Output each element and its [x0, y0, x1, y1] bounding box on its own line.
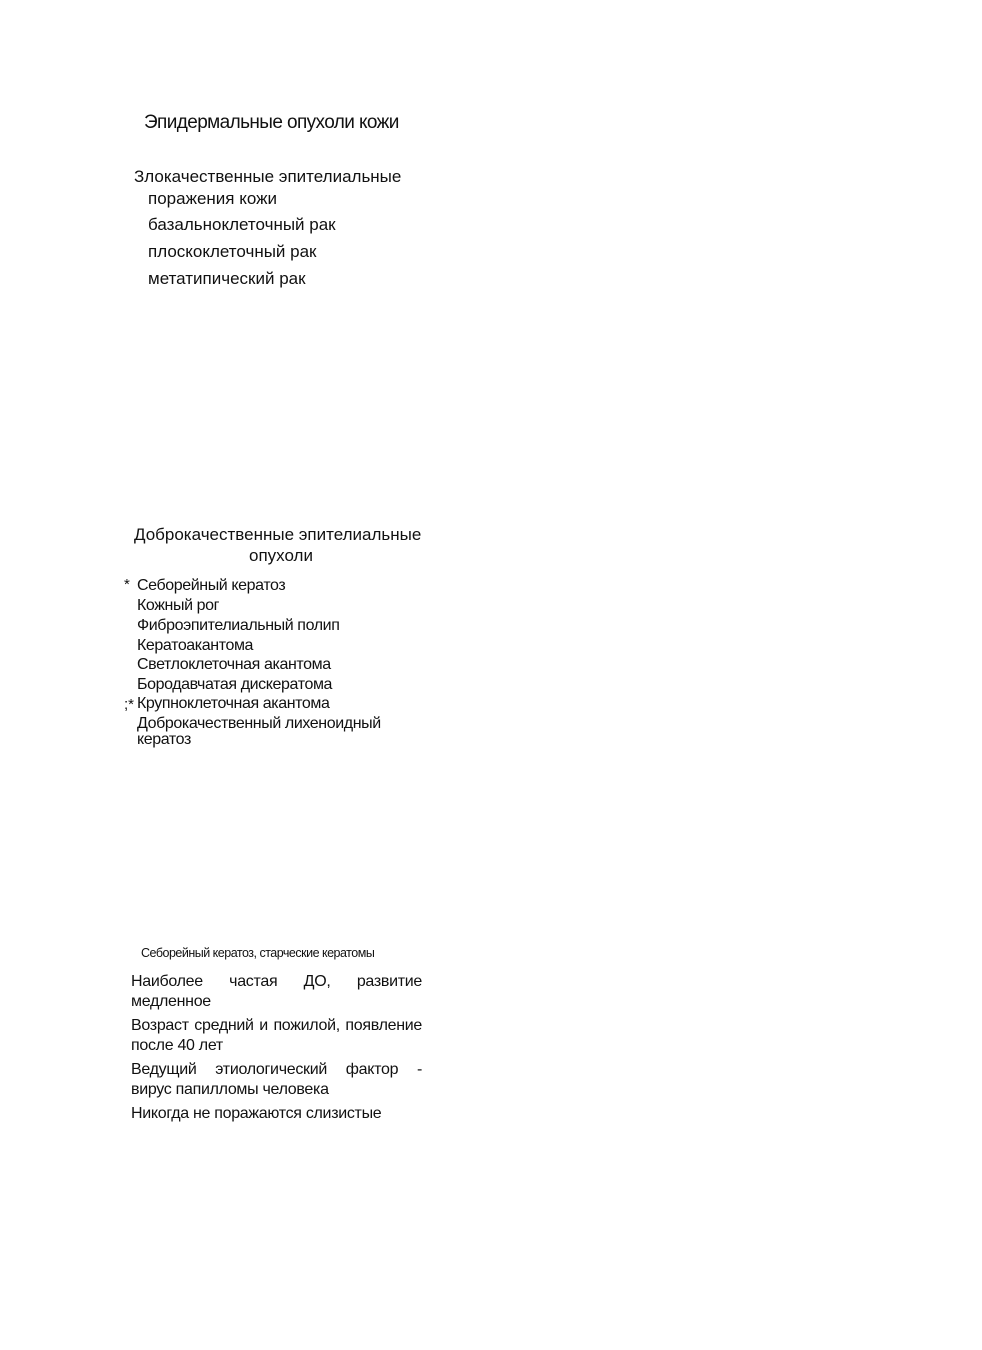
list-item: Крупноклеточная акантома [137, 695, 330, 712]
list-item: Кератоакантома [137, 637, 254, 654]
page-title: Эпидермальные опухоли кожи [144, 112, 399, 133]
benign-heading: Доброкачественные эпителиальные [134, 525, 422, 544]
paragraph: Никогда не поражаются слизистые [131, 1105, 382, 1122]
paragraph: Ведущий этиологический фактор - вирус папилломы человека [131, 1061, 422, 1098]
section-title: Себорейный кератоз, старческие кератомы [141, 946, 375, 960]
list-item: Фиброэпителиальный полип [137, 617, 340, 634]
list-item: Кожный рог [137, 597, 220, 614]
list-item: Светлоклеточная акантома [137, 656, 331, 673]
malignant-heading-cont: поражения кожи [148, 189, 277, 208]
benign-heading-cont: опухоли [249, 546, 313, 565]
list-item: метатипический рак [148, 269, 306, 288]
list-item: базальноклеточный рак [148, 215, 336, 234]
asterisk-marker: ;* [124, 696, 135, 713]
list-item: Доброкачественный лихеноидный [137, 715, 381, 732]
list-item: Бородавчатая дискератома [137, 676, 333, 693]
list-item: Себорейный кератоз [137, 577, 286, 594]
paragraph: Наиболее частая ДО, развитие медленное [131, 973, 422, 1010]
malignant-heading: Злокачественные эпителиальные [134, 167, 402, 186]
asterisk-marker: * [124, 576, 130, 593]
list-item: плоскоклеточный рак [148, 242, 317, 261]
list-item: кератоз [137, 731, 191, 748]
paragraph: Возраст средний и пожилой, появление после 40 лет [131, 1017, 422, 1054]
